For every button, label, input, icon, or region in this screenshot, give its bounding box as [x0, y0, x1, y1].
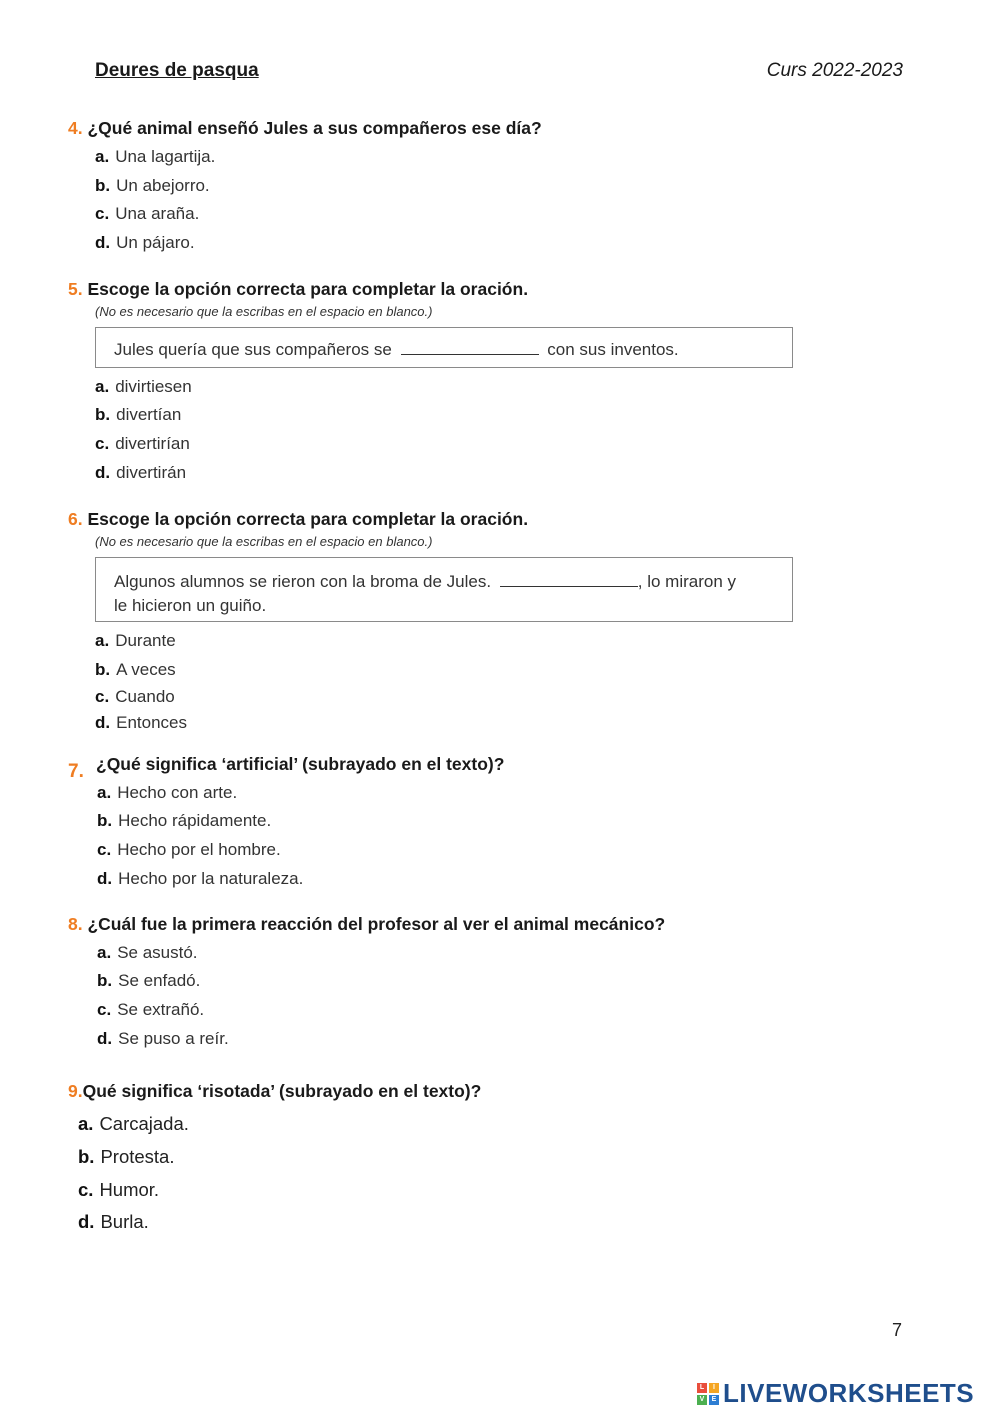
question-number: 5. [68, 279, 83, 299]
sentence-text: Jules quería que sus compañeros se [114, 340, 392, 359]
option-letter: b. [78, 1146, 95, 1167]
option-7a[interactable] [97, 783, 237, 803]
option-4a[interactable] [95, 147, 215, 167]
option-8b[interactable] [97, 971, 200, 991]
sentence-text: Algunos alumnos se rieron con la broma de Jules. [114, 572, 492, 591]
option-letter: a. [95, 631, 110, 650]
liveworksheets-logo[interactable] [697, 1378, 974, 1409]
option-8a[interactable] [97, 943, 198, 963]
option-8c[interactable] [97, 1000, 204, 1020]
option-text: Carcajada. [99, 1113, 189, 1134]
option-5c[interactable] [95, 434, 190, 454]
option-letter: a. [95, 147, 110, 166]
question-number: 6. [68, 509, 83, 529]
question-text: Qué significa ‘risotada’ (subrayado en el texto)? [82, 1081, 482, 1101]
question-8 [68, 914, 665, 935]
question-9 [68, 1081, 481, 1102]
question-number: 4. [68, 118, 83, 138]
question-4 [68, 118, 542, 139]
school-year: Curs 2022-2023 [766, 60, 903, 81]
option-5d[interactable] [95, 463, 186, 483]
option-9c[interactable] [78, 1179, 159, 1201]
sentence-text: con sus inventos. [547, 340, 679, 359]
option-letter: d. [95, 233, 111, 252]
logo-icon-tile: E [709, 1395, 719, 1405]
option-4b[interactable] [95, 176, 210, 196]
question-7 [96, 754, 504, 775]
option-letter: d. [78, 1211, 95, 1232]
question-text: Escoge la opción correcta para completar la oración. [87, 509, 529, 529]
option-letter: a. [78, 1113, 94, 1134]
option-5b[interactable] [95, 405, 181, 425]
option-letter: d. [97, 869, 113, 888]
option-letter: c. [95, 434, 110, 453]
option-text: Cuando [115, 687, 175, 706]
option-letter: c. [78, 1179, 94, 1200]
option-text: Hecho con arte. [117, 783, 238, 802]
option-letter: c. [97, 840, 112, 859]
option-text: divertían [116, 405, 182, 424]
option-text: Protesta. [100, 1146, 175, 1167]
option-5a[interactable] [95, 377, 192, 397]
option-text: Burla. [100, 1211, 149, 1232]
option-7c[interactable] [97, 840, 281, 860]
option-text: Se extrañó. [117, 1000, 205, 1019]
sentence-box-5 [95, 327, 793, 368]
option-7b[interactable] [97, 811, 271, 831]
option-letter: b. [97, 971, 113, 990]
option-text: Se enfadó. [118, 971, 201, 990]
sentence-text: le hicieron un guiño. [114, 596, 267, 615]
question-text: ¿Qué animal enseñó Jules a sus compañeros ese día? [87, 118, 542, 138]
question-text: ¿Qué significa ‘artificial’ (subrayado en el texto)? [96, 754, 505, 774]
option-text: Hecho rápidamente. [118, 811, 272, 830]
option-7d[interactable] [97, 869, 303, 889]
option-9b[interactable] [78, 1146, 175, 1168]
question-number: 8. [68, 914, 83, 934]
option-text: divertirán [116, 463, 187, 482]
question-6 [68, 509, 528, 530]
option-letter: b. [95, 660, 111, 679]
logo-icon-tile: I [709, 1383, 719, 1393]
instruction-note: (No es necesario que la escribas en el espacio en blanco.) [95, 534, 433, 549]
option-letter: b. [95, 176, 111, 195]
option-8d[interactable] [97, 1029, 229, 1049]
option-letter: d. [97, 1029, 113, 1048]
option-text: Entonces [116, 713, 187, 732]
option-6d[interactable] [95, 713, 187, 733]
option-letter: b. [95, 405, 111, 424]
instruction-note: (No es necesario que la escribas en el espacio en blanco.) [95, 304, 433, 319]
blank-line [401, 340, 539, 355]
option-9a[interactable] [78, 1113, 189, 1135]
option-letter: c. [97, 1000, 112, 1019]
option-text: Se asustó. [117, 943, 198, 962]
option-letter: c. [95, 687, 110, 706]
option-text: A veces [116, 660, 176, 679]
logo-icon-tile: V [697, 1395, 707, 1405]
option-text: divirtiesen [115, 377, 192, 396]
option-6a[interactable] [95, 631, 176, 651]
option-4c[interactable] [95, 204, 199, 224]
sentence-text: , lo miraron y [637, 572, 737, 591]
option-text: Hecho por la naturaleza. [118, 869, 304, 888]
sentence-box-6 [95, 557, 793, 622]
option-6c[interactable] [95, 687, 175, 707]
option-letter: a. [97, 943, 112, 962]
liveworksheets-logo-icon [697, 1383, 719, 1405]
question-number: 7. [68, 761, 84, 782]
option-text: Un pájaro. [116, 233, 195, 252]
option-letter: d. [95, 463, 111, 482]
logo-text: LIVEWORKSHEETS [723, 1378, 975, 1408]
logo-icon-tile: L [697, 1383, 707, 1393]
question-text: Escoge la opción correcta para completar la oración. [87, 279, 529, 299]
option-letter: b. [97, 811, 113, 830]
option-text: Se puso a reír. [118, 1029, 229, 1048]
option-text: Humor. [99, 1179, 160, 1200]
option-text: Una araña. [115, 204, 200, 223]
option-letter: a. [97, 783, 112, 802]
option-4d[interactable] [95, 233, 195, 253]
option-letter: c. [95, 204, 110, 223]
option-text: Hecho por el hombre. [117, 840, 281, 859]
option-letter: a. [95, 377, 110, 396]
page-number: 7 [892, 1320, 903, 1340]
option-6b[interactable] [95, 660, 176, 680]
option-letter: d. [95, 713, 111, 732]
option-text: Una lagartija. [115, 147, 216, 166]
option-text: Un abejorro. [116, 176, 210, 195]
option-9d[interactable] [78, 1211, 149, 1233]
option-text: divertirían [115, 434, 190, 453]
document-title: Deures de pasqua [95, 60, 259, 81]
question-number: 9. [68, 1081, 83, 1101]
question-5 [68, 279, 528, 300]
blank-line [500, 572, 638, 587]
option-text: Durante [115, 631, 176, 650]
question-text: ¿Cuál fue la primera reacción del profesor al ver el animal mecánico? [87, 914, 666, 934]
